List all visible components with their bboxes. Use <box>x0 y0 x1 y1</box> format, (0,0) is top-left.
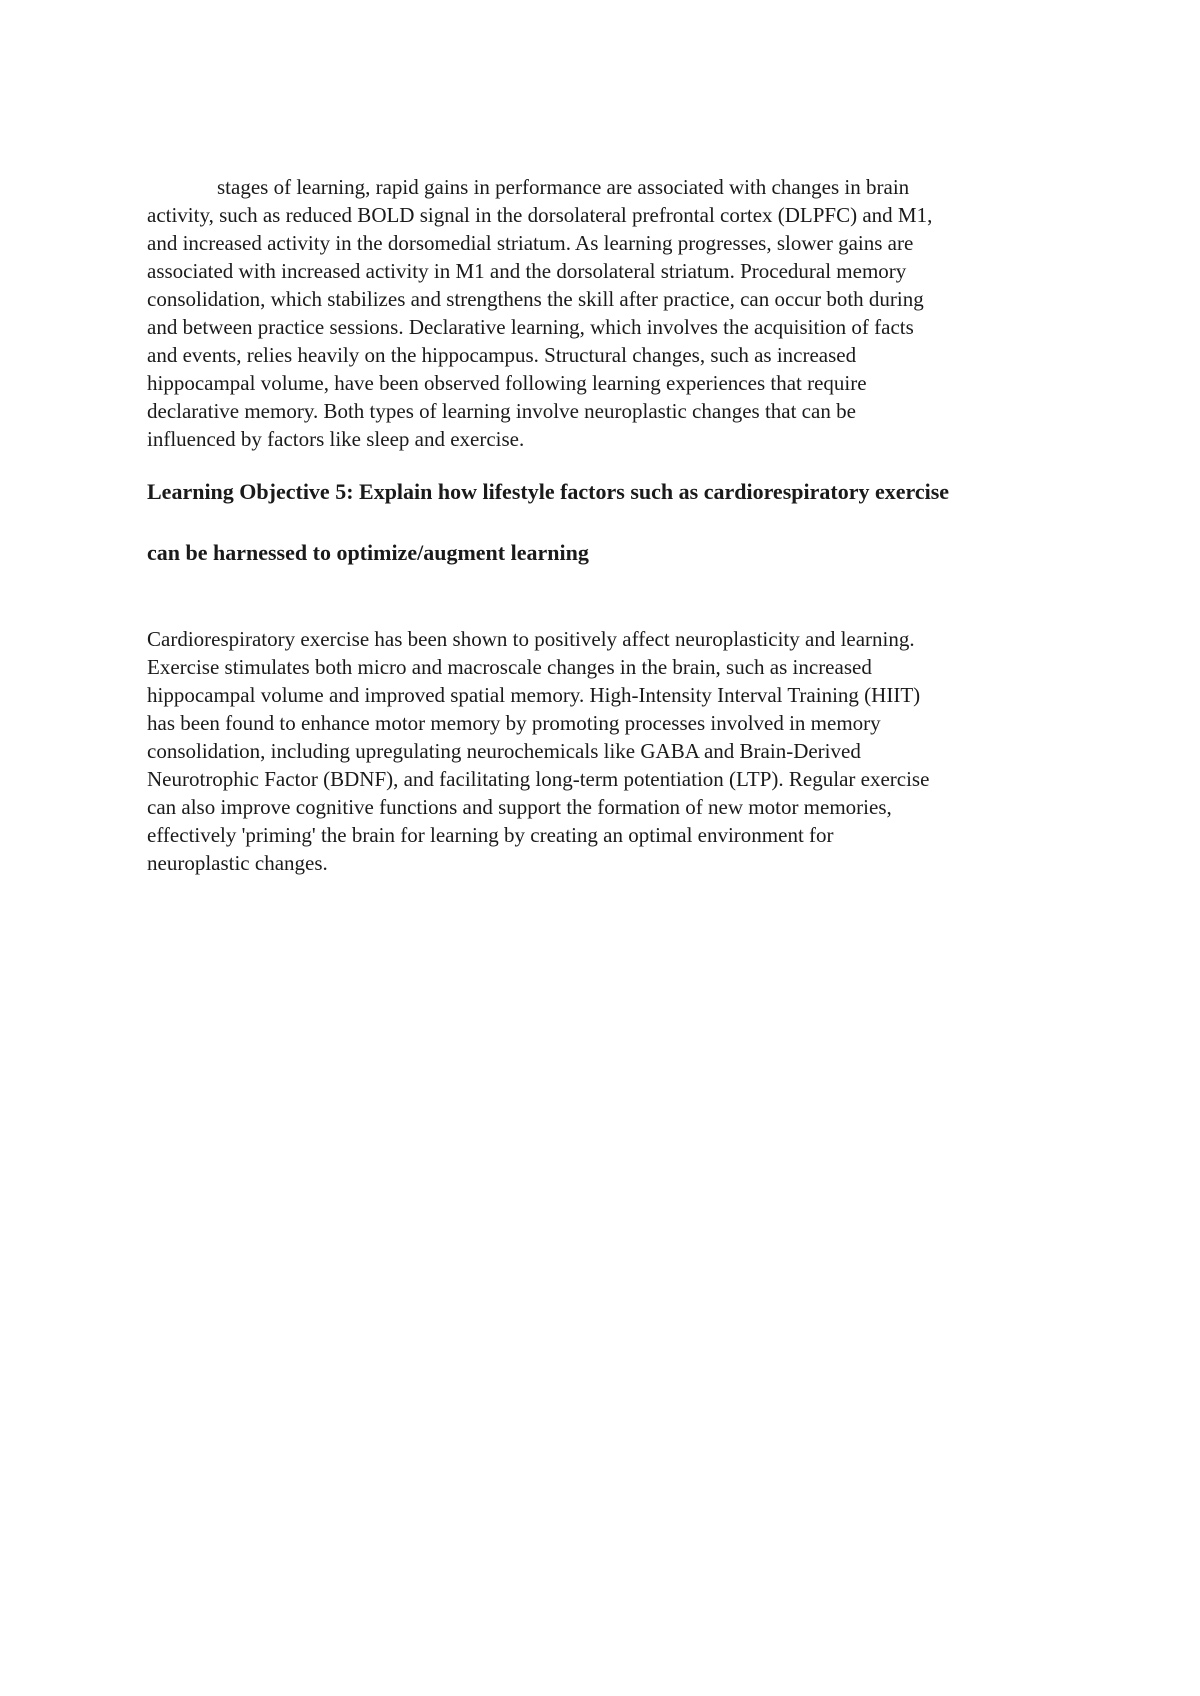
paragraph-line: and between practice sessions. Declarative learning, which involves the acquisition of facts <box>147 315 914 339</box>
paragraph-line: Exercise stimulates both micro and macroscale changes in the brain, such as increased <box>147 655 872 679</box>
paragraph-line: hippocampal volume and improved spatial memory. High-Intensity Interval Training (HIIT) <box>147 683 921 707</box>
paragraph-line: neuroplastic changes. <box>147 851 328 875</box>
paragraph-line: Cardiorespiratory exercise has been shown to positively affect neuroplasticity and learning. <box>147 627 915 651</box>
paragraph-line: stages of learning, rapid gains in performance are associated with changes in brain <box>217 175 910 199</box>
paragraph-line: and increased activity in the dorsomedial striatum. As learning progresses, slower gains are <box>147 231 914 255</box>
section-heading-line-1: Learning Objective 5: Explain how lifestyle factors such as cardiorespiratory exercise <box>147 479 950 504</box>
paragraph-line: Neurotrophic Factor (BDNF), and facilitating long-term potentiation (LTP). Regular exercise <box>147 767 930 791</box>
paragraph-line: consolidation, including upregulating neurochemicals like GABA and Brain-Derived <box>147 739 861 763</box>
paragraph-cardiorespiratory-exercise <box>147 625 1087 877</box>
paragraph-line: associated with increased activity in M1 and the dorsolateral striatum. Procedural memory <box>147 259 907 283</box>
paragraph-line: can also improve cognitive functions and support the formation of new motor memories, <box>147 795 892 819</box>
paragraph-line: declarative memory. Both types of learning involve neuroplastic changes that can be <box>147 399 856 423</box>
paragraph-line: activity, such as reduced BOLD signal in the dorsolateral prefrontal cortex (DLPFC) and M1, <box>147 203 933 227</box>
paragraph-line: and events, relies heavily on the hippocampus. Structural changes, such as increased <box>147 343 857 367</box>
paragraph-line: influenced by factors like sleep and exercise. <box>147 427 525 451</box>
paragraph-line: consolidation, which stabilizes and strengthens the skill after practice, can occur both during <box>147 287 924 311</box>
section-heading-line-2: can be harnessed to optimize/augment learning <box>147 540 589 565</box>
paragraph-line: effectively 'priming' the brain for learning by creating an optimal environment for <box>147 823 834 847</box>
paragraph-line: hippocampal volume, have been observed following learning experiences that require <box>147 371 867 395</box>
paragraph-procedural-declarative-learning <box>147 173 1087 453</box>
paragraph-line: has been found to enhance motor memory by promoting processes involved in memory <box>147 711 881 735</box>
